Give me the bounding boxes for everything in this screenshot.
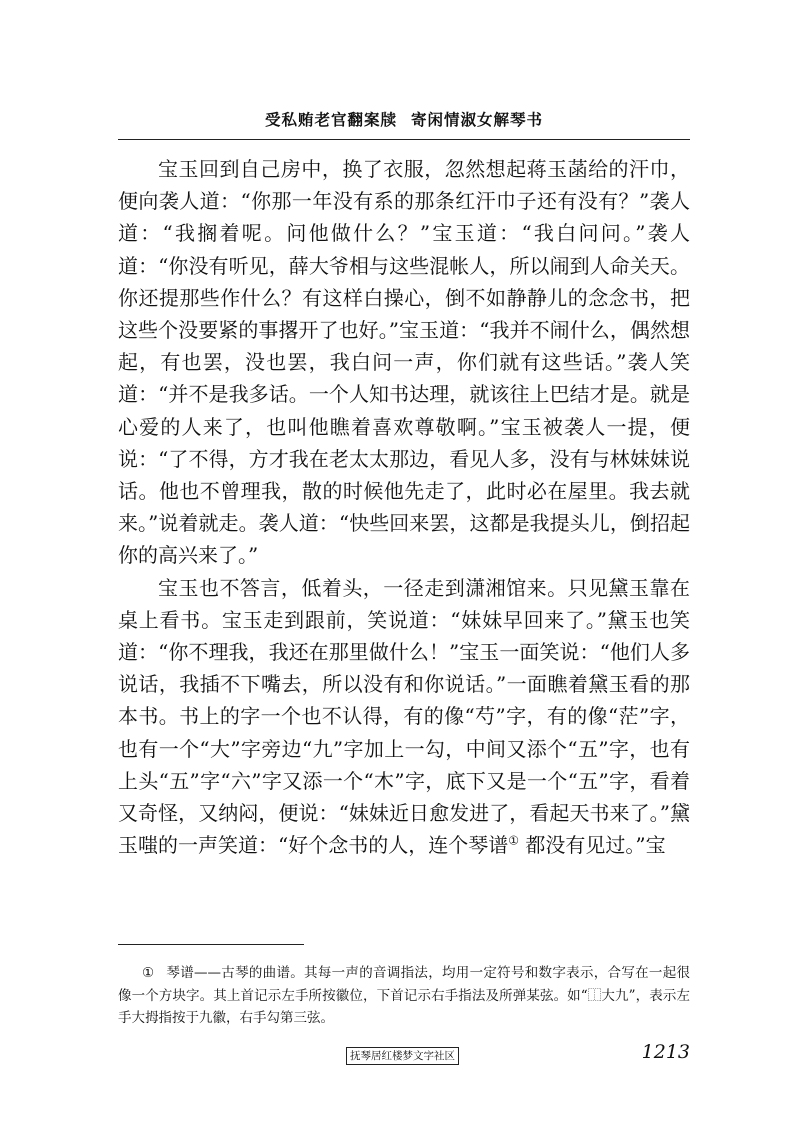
footnote-reference: ① — [508, 833, 519, 848]
footnote-rule — [118, 944, 304, 945]
footnote-text: 琴谱——古琴的曲谱。其每一声的音调指法，均用一定符号和数字表示，合写在一起很像一个方块字。其上首记示左手所按徽位，下首记示右手指法及所弹某弦。如“⿰大九”，表示左手大拇指按于九徽，右手勾第三弦。 — [118, 965, 690, 1026]
page-number: 1213 — [641, 1041, 690, 1063]
running-head — [118, 108, 690, 130]
header-rule — [118, 139, 690, 140]
library-stamp: 抚琴居红楼梦文字社区 — [346, 1047, 459, 1065]
footnote — [118, 962, 690, 1030]
running-head-right: 寄闲情淑女解琴书 — [411, 110, 544, 129]
footnote-marker: ① — [142, 965, 155, 981]
paragraph-2-tail: 都没有见过。”宝 — [519, 833, 666, 858]
paragraph-2 — [118, 572, 690, 862]
running-head-left: 受私贿老官翻案牍 — [264, 110, 397, 129]
paragraph-2-text: 宝玉也不答言，低着头，一径走到潇湘馆来。只见黛玉靠在桌上看书。宝玉走到跟前，笑说道：“妹妹早回来了。”黛玉也笑道：“你不理我，我还在那里做什么！”宝玉一面笑说：“他们人多说话，我插不下嘴去，所以没有和你说话。”一面瞧着黛玉看的那本书。书上的字一个也不认得，有的像“芍”字，有的像“茫”字，也有一个“大”字旁边“九”字加上一勾，中间又添个“五”字，也有上头“五”字“六”字又添一个“木”字，底下又是一个“五”字，看着又奇怪，又纳闷，便说：“妹妹近日愈发进了，看起天书来了。”黛玉嗤的一声笑道：“好个念书的人，连个琴谱 — [118, 575, 690, 858]
paragraph-1: 宝玉回到自己房中，换了衣服，忽然想起蒋玉菡给的汗巾，便向袭人道：“你那一年没有系的那条红汗巾子还有没有？”袭人道：“我搁着呢。问他做什么？”宝玉道：“我白问问。”袭人道：“你没有听见，薛大爷相与这些混帐人，所以闹到人命关天。你还提那些作什么？有这样白操心，倒不如静静儿的念念书，把这些个没要紧的事撂开了也好。”宝玉道：“我并不闹什么，偶然想起，有也罢，没也罢，我白问一声，你们就有这些话。”袭人笑道：“并不是我多话。一个人知书达理，就该往上巴结才是。就是心爱的人来了，也叫他瞧着喜欢尊敬啊。”宝玉被袭人一提，便说：“了不得，方才我在老太太那边，看见人多，没有与林妹妹说话。他也不曾理我，散的时候他先走了，此时必在屋里。我去就来。”说着就走。袭人道：“快些回来罢，这都是我提头儿，倒招起你的高兴来了。” — [118, 157, 690, 568]
main-text — [118, 153, 690, 861]
